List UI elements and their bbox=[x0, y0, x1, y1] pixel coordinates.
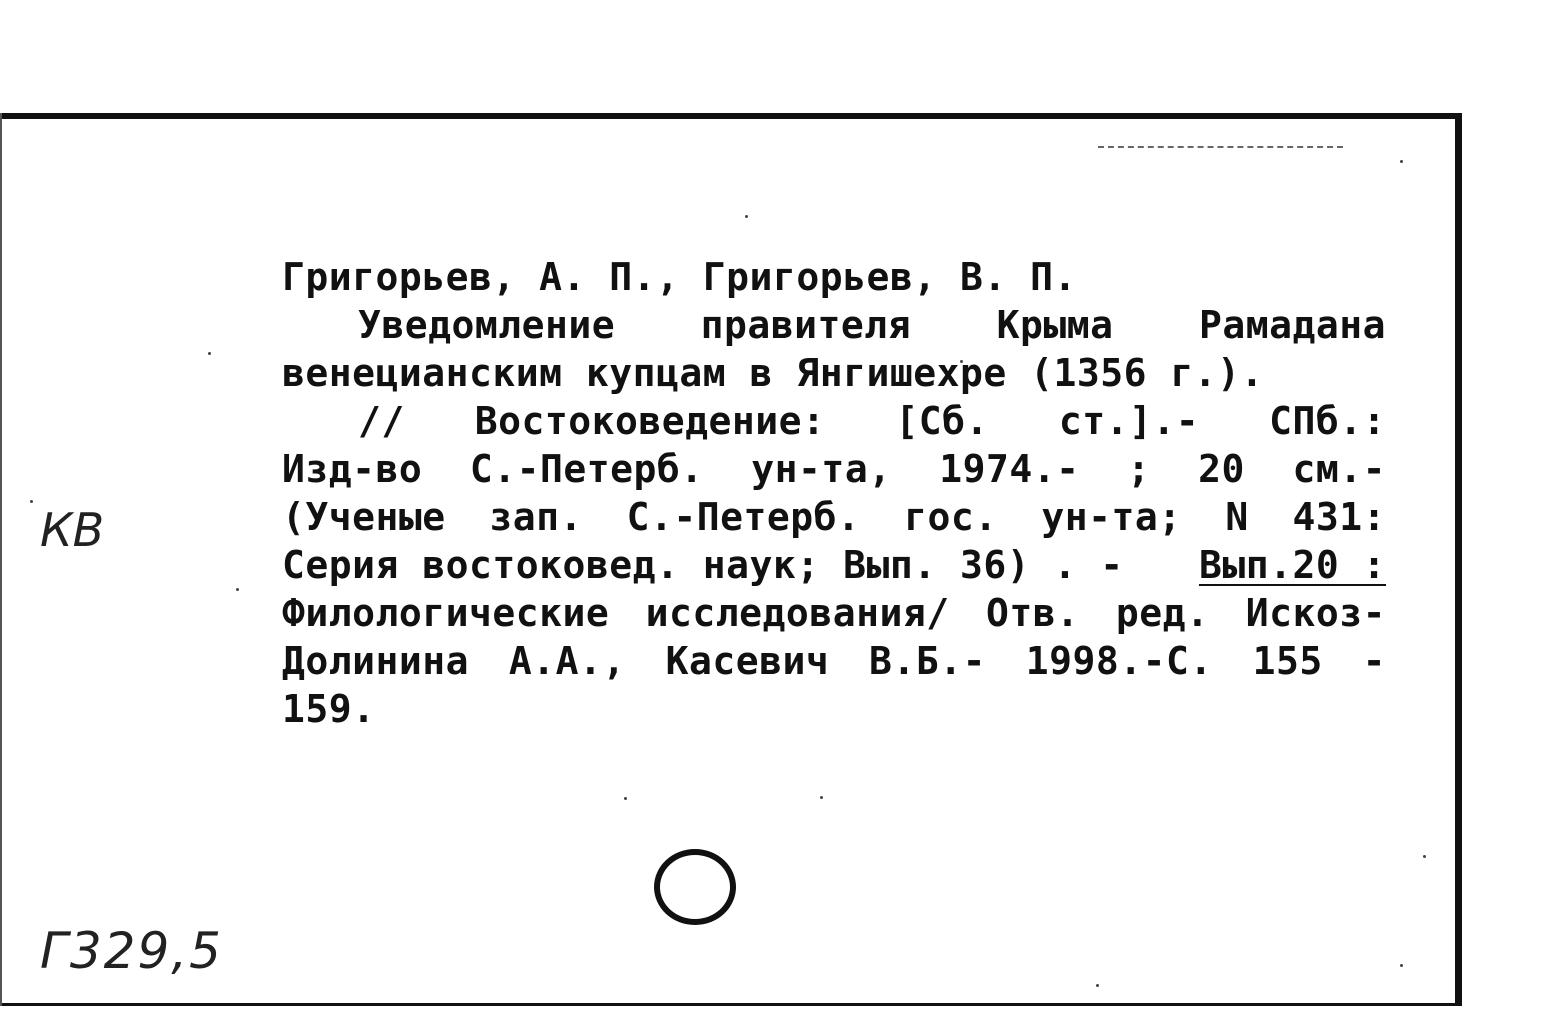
card-left-edge bbox=[0, 113, 2, 1006]
record-series-line-2 bbox=[282, 541, 1386, 589]
record-source-line-2: Изд-во С.-Петерб. ун-та, 1974.- ; 20 см.- bbox=[282, 447, 1386, 491]
handwritten-shelf-mark: Г329,5 bbox=[40, 922, 223, 980]
speck bbox=[820, 796, 823, 799]
record-series-text: Серия востоковед. наук; Вып. 36) . - bbox=[282, 543, 1124, 587]
card-punch-hole bbox=[654, 849, 736, 925]
handwritten-margin-code: КВ bbox=[40, 503, 105, 557]
record-editors-pages: Долинина А.А., Касевич В.Б.- 1998.-С. 155 - bbox=[282, 639, 1386, 683]
record-series-line-1: (Ученые зап. С.-Петерб. гос. ун-та; N 431: bbox=[282, 495, 1386, 539]
speck bbox=[30, 500, 33, 503]
speck bbox=[745, 215, 748, 218]
record-issue-underlined: Вып.20 : bbox=[1198, 543, 1386, 587]
record-title-line-2: венецианским купцам в Янгишехре (1356 г.). bbox=[282, 351, 1264, 395]
speck bbox=[208, 352, 211, 355]
record-source-line-1: // Востоковедение: [Сб. ст.].- СПб.: bbox=[358, 399, 1386, 443]
bibliographic-record bbox=[282, 253, 1386, 733]
speck bbox=[1096, 984, 1099, 987]
speck bbox=[624, 797, 627, 800]
record-issue-title: Филологические исследования/ Отв. ред. Искоз- bbox=[282, 591, 1386, 635]
record-title-line-1: Уведомление правителя Крыма Рамадана bbox=[358, 303, 1386, 347]
record-pages-end: 159. bbox=[282, 687, 376, 731]
speck bbox=[236, 588, 239, 591]
top-dashed-mark bbox=[1098, 146, 1343, 148]
speck bbox=[1423, 855, 1426, 858]
record-authors: Григорьев, А. П., Григорьев, В. П. bbox=[282, 255, 1077, 299]
speck bbox=[1400, 160, 1403, 163]
speck bbox=[1400, 964, 1403, 967]
